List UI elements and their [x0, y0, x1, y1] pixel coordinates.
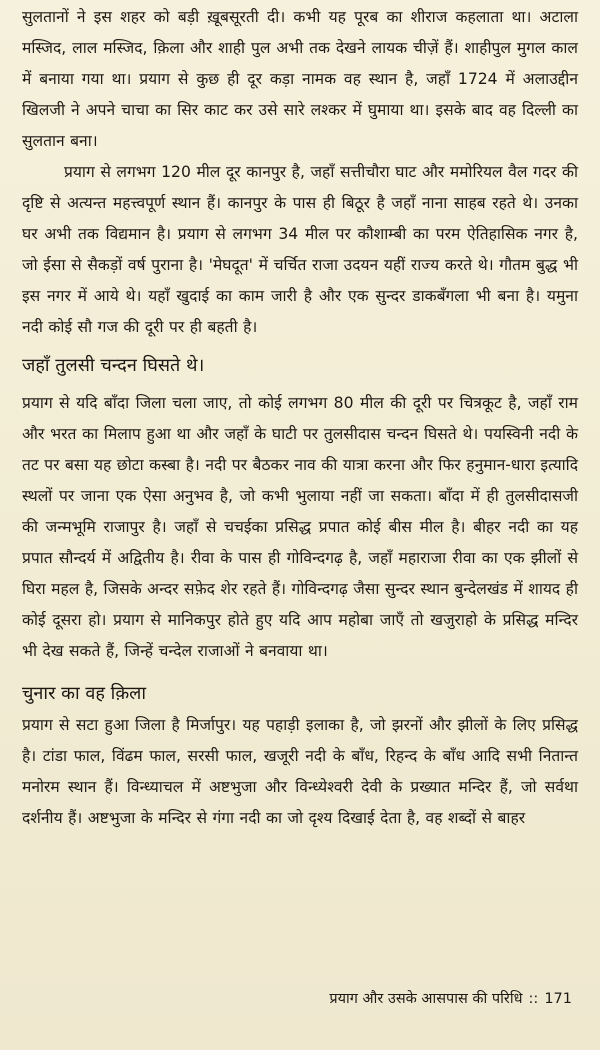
section-heading-tulsi: जहाँ तुलसी चन्दन घिसते थे। [22, 355, 205, 376]
section-heading-chunar: चुनार का वह क़िला [22, 683, 147, 704]
paragraph-kanpur-kaushambi: प्रयाग से लगभग 120 मील दूर कानपुर है, जहाँ सत्तीचौरा घाट और ममोरियल वैल गदर की दृष्टि से अत्यन्त महत्त्वपूर्ण स्थान हैं। कानपुर के पास ही बिठूर है जहाँ नाना साहब रहते थे। उनका घर अभी तक विद्यमान है। प्रयाग से लगभग 34 मील पर कौशाम्बी का परम ऐतिहासिक नगर है, जो ईसा से सैकड़ों वर्ष पुराना है। 'मेघदूत' में चर्चित राजा उदयन यहीं राज्य करते थे। गौतम बुद्ध भी इस नगर में आये थे। यहाँ खुदाई का काम जारी है और एक सुन्दर डाकबँगला भी बना है। यमुना नदी कोई सौ गज की दूरी पर ही बहती है। [22, 163, 578, 336]
page-number: 171 [544, 991, 572, 1007]
spacer [22, 667, 578, 677]
paragraph-mirzapur: प्रयाग से सटा हुआ जिला है मिर्जापुर। यह पहाड़ी इलाका है, जो झरनों और झीलों के लिए प्रसिद्ध है। टांडा फाल, विंढम फाल, सरसी फाल, खजूरी नदी के बाँध, रिहन्द के बाँध आदि सभी नितान्त मनोरम स्थान हैं। विन्ध्याचल में अष्टभुजा और विन्ध्येश्वरी देवी के प्रख्यात मन्दिर हैं, जो सर्वथा दर्शनीय हैं। अष्टभुजा के मन्दिर से गंगा नदी का जो दृश्य दिखाई देता है, वह शब्दों से बाहर [22, 716, 578, 827]
footer-separator: :: [528, 991, 539, 1007]
paragraph-sultans: सुलतानों ने इस शहर को बड़ी ख़ूबसूरती दी। कभी यह पूरब का शीराज कहलाता था। अटाला मस्जिद, लाल मस्जिद, क़िला और शाही पुल अभी तक देखने लायक चीज़ें हैं। शाहीपुल मुगल काल में बनाया गया था। प्रयाग से कुछ ही दूर कड़ा नामक वह स्थान है, जहाँ 1724 में अलाउद्दीन खिलजी ने अपने चाचा का सिर काट कर उसे सारे लश्कर में घुमाया था। इसके बाद वह दिल्ली का सुलतान बना। [22, 8, 578, 150]
page-footer [329, 988, 572, 1008]
paragraph-chitrakoot: प्रयाग से यदि बाँदा जिला चला जाए, तो कोई लगभग 80 मील की दूरी पर चित्रकूट है, जहाँ राम और भरत का मिलाप हुआ था और जहाँ के घाटी पर तुलसीदास चन्दन घिसते थे। पयस्विनी नदी के तट पर बसा यह छोटा कस्बा है। नदी पर बैठकर नाव की यात्रा करना और फिर हनुमान-धारा इत्यादि स्थलों पर जाना एक ऐसा अनुभव है, जो कभी भुलाया नहीं जा सकता। बाँदा में ही तुलसीदासजी की जन्मभूमि राजापुर है। जहाँ से चचईका प्रसिद्ध प्रपात कोई बीस मील है। बीहर नदी का यह प्रपात सौन्दर्य में अद्वितीय है। रीवा के पास ही गोविन्दगढ़ है, जहाँ महाराजा रीवा का एक झीलों से घिरा महल है, जिसके अन्दर सफ़ेद शेर रहते हैं। गोविन्दगढ़ जैसा सुन्दर स्थान बुन्देलखंड में शायद ही कोई दूसरा हो। प्रयाग से मानिकपुर होते हुए यदि आप महोबा जाएँ तो खजुराहो के प्रसिद्ध मन्दिर भी देख सकते हैं, जिन्हें चन्देल राजाओं ने बनवाया था। [22, 394, 578, 660]
running-title: प्रयाग और उसके आसपास की परिधि [329, 991, 523, 1007]
